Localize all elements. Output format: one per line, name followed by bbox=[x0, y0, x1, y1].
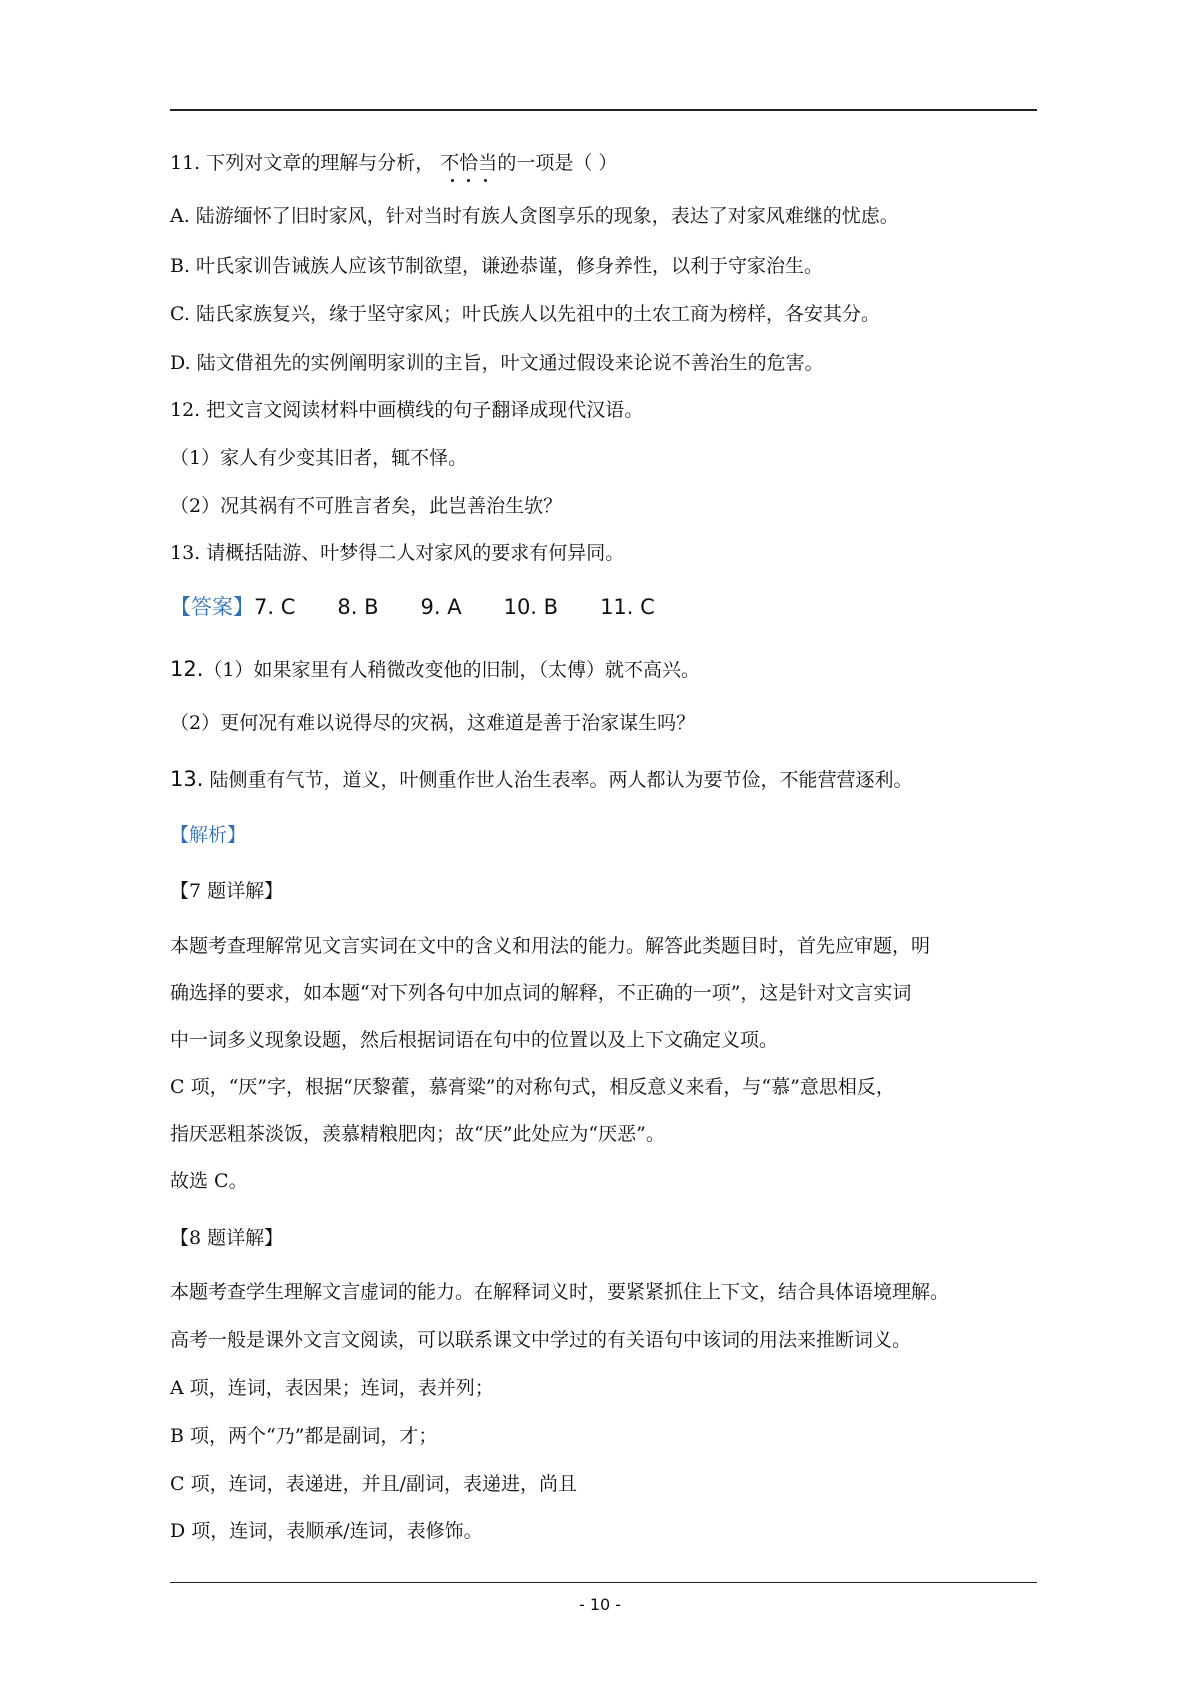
question-12-item-1: （1）家人有少变其旧者，辄不怿。 bbox=[170, 447, 468, 469]
q8-heading: 【8 题详解】 bbox=[170, 1227, 284, 1249]
q8-option-line: B 项，两个“乃”都是副词，才； bbox=[170, 1425, 438, 1447]
option-d: D. 陆文借祖先的实例阐明家训的主旨，叶文通过假设来论说不善治生的危害。 bbox=[170, 352, 824, 374]
q8-option-line: C 项，连词，表递进，并且/副词，表递进，尚且 bbox=[170, 1473, 577, 1495]
answer-12-number: 12. bbox=[170, 657, 204, 681]
q8-option-line: D 项，连词，表顺承/连词，表修饰。 bbox=[170, 1520, 483, 1542]
q7-paragraph-line: 本题考查理解常见文言实词在文中的含义和用法的能力。解答此类题目时，首先应审题，明 bbox=[170, 935, 931, 957]
q7-paragraph-line: 中一词多义现象设题，然后根据词语在句中的位置以及上下文确定义项。 bbox=[170, 1029, 779, 1051]
answer-13-number: 13. bbox=[170, 767, 204, 791]
answer-12-line-1 bbox=[170, 656, 700, 683]
q8-option-line: A 项，连词，表因果；连词，表并列； bbox=[170, 1377, 494, 1399]
question-12-item-2: （2）况其祸有不可胜言者矣，此岂善治生欤？ bbox=[170, 495, 563, 517]
question-12-stem: 12. 把文言文阅读材料中画横线的句子翻译成现代汉语。 bbox=[170, 399, 644, 421]
emphasis-dotted-text: 不恰当 bbox=[440, 152, 497, 174]
option-c: C. 陆氏家族复兴，缘于坚守家风；叶氏族人以先祖中的土农工商为榜样，各安其分。 bbox=[170, 303, 880, 325]
page-number: - 10 - bbox=[578, 1595, 622, 1614]
answer-13-line bbox=[170, 766, 912, 793]
footer-rule bbox=[170, 1582, 1037, 1583]
q8-paragraph-line: 高考一般是课外文言文阅读，可以联系课文中学过的有关语句中该词的用法来推断词义。 bbox=[170, 1329, 912, 1351]
q7-paragraph-line: 指厌恶粗茶淡饭，羡慕精粮肥肉；故“厌”此处应为“厌恶”。 bbox=[170, 1123, 665, 1145]
question-11-stem bbox=[170, 150, 617, 176]
q8-paragraph-line: 本题考查学生理解文言虚词的能力。在解释词义时，要紧紧抓住上下文，结合具体语境理解。 bbox=[170, 1281, 950, 1303]
q7-conclusion: 故选 C。 bbox=[170, 1170, 248, 1192]
option-b: B. 叶氏家训告诫族人应该节制欲望，谦逊恭谨，修身养性，以利于守家治生。 bbox=[170, 255, 824, 277]
header-rule bbox=[170, 109, 1037, 111]
answer-12-text-1: （1）如果家里有人稍微改变他的旧制，（太傅）就不高兴。 bbox=[203, 659, 700, 681]
answer-12-line-2: （2）更何况有难以说得尽的灾祸，这难道是善于治家谋生吗？ bbox=[170, 712, 696, 734]
answer-item: 11. C bbox=[600, 595, 655, 619]
question-11-prefix: 11. 下列对文章的理解与分析， bbox=[170, 152, 441, 174]
analysis-tag: 【解析】 bbox=[170, 824, 247, 846]
answer-item: 8. B bbox=[337, 595, 379, 619]
option-a: A. 陆游缅怀了旧时家风，针对当时有族人贪图享乐的现象，表达了对家风难继的忧虑。 bbox=[170, 205, 899, 227]
q7-paragraph-line: C 项，“厌”字，根据“厌黎藿，慕膏粱”的对称句式，相反意义来看，与“慕”意思相反， bbox=[170, 1076, 895, 1098]
q7-paragraph-line: 确选择的要求，如本题“对下列各句中加点词的解释，不正确的一项”，这是针对文言实词 bbox=[170, 982, 912, 1004]
q7-heading: 【7 题详解】 bbox=[170, 880, 284, 902]
answer-item: 7. C bbox=[254, 595, 296, 619]
question-13-stem: 13. 请概括陆游、叶梦得二人对家风的要求有何异同。 bbox=[170, 542, 625, 564]
answer-item: 10. B bbox=[503, 595, 559, 619]
question-11-suffix: 的一项是（ ） bbox=[497, 152, 618, 174]
answer-item: 9. A bbox=[420, 595, 462, 619]
answer-row bbox=[170, 594, 655, 620]
answer-tag: 【答案】 bbox=[170, 595, 254, 619]
answer-13-text: 陆侧重有气节，道义，叶侧重作世人治生表率。两人都认为要节俭，不能营营逐利。 bbox=[209, 769, 913, 791]
